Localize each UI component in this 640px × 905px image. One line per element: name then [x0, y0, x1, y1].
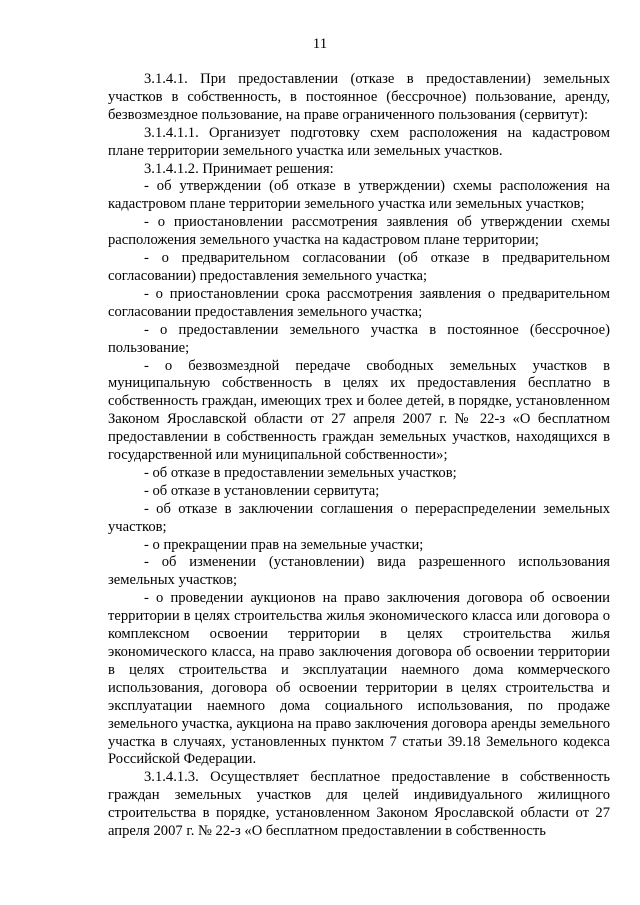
paragraph-3-1-4-1: 3.1.4.1. При предоставлении (отказе в предоставлении) земельных участков в собственность, в постоянное (бессрочное) пользование, аренду, безвозмездное пользование, на праве ограниченного пользования (сервитут): [108, 71, 610, 123]
document-body [108, 71, 610, 841]
paragraph-3-1-4-1-3: 3.1.4.1.3. Осуществляет бесплатное предоставление в собственность граждан земельных участков для целей индивидуального жилищного строительства в порядке, установленном Законом Ярославской области от 27 апреля 2007 г. № 22-з «О бесплатном предоставлении в собственность [108, 769, 610, 840]
list-item-suspension-review: - о приостановлении рассмотрения заявления об утверждении схемы расположения земельного участка на кадастровом плане территории; [108, 214, 610, 249]
list-item-auctions: - о проведении аукционов на право заключения договора об освоении территории в целях строительства жилья экономического класса или договора о комплексном освоении территории в целях строительства жилья экономического класса, на право заключения договора об освоении территории в целях строительства и эксплуатации наемного дома коммерческого использования, договора об освоении территории в целях строительства и эксплуатации наемного дома социального использования, по продаже земельного участка, аукциона на право заключения договора аренды земельного участка в случаях, установленных пунктом 7 статьи 39.18 Земельного кодекса Российской Федерации. [108, 590, 610, 768]
list-item-scheme-approval: - об утверждении (об отказе в утверждении) схемы расположения на кадастровом плане территории земельного участка или земельных участков; [108, 178, 610, 213]
paragraph-3-1-4-1-2: 3.1.4.1.2. Принимает решения: [144, 160, 334, 177]
list-item-permanent-use: - о предоставлении земельного участка в постоянное (бессрочное) пользование; [108, 321, 610, 356]
list-item-refusal-servitude: - об отказе в установлении сервитута; [144, 482, 380, 499]
list-item-termination-rights: - о прекращении прав на земельные участки; [144, 536, 424, 553]
list-item-refusal-provision: - об отказе в предоставлении земельных участков; [144, 464, 457, 481]
page-number: 11 [312, 36, 328, 52]
list-item-free-transfer: - о безвозмездной передаче свободных земельных участков в муниципальную собственность в целях их предоставления бесплатно в собственность граждан, имеющих трех и более детей, в порядке, установленном Законом Ярославской области от 27 апреля 2007 г. № 22-з «О бесплатном предоставлении в собственность граждан земельных участков, находящихся в государственной или муниципальной собственности»; [108, 357, 610, 464]
paragraph-3-1-4-1-1: 3.1.4.1.1. Организует подготовку схем расположения на кадастровом плане территории земельного участка или земельных участков. [108, 124, 610, 159]
list-item-suspension-term: - о приостановлении срока рассмотрения заявления о предварительном согласовании предоставления земельного участка; [108, 285, 610, 320]
list-item-change-use-type: - об изменении (установлении) вида разрешенного использования земельных участков; [108, 554, 610, 589]
list-item-preliminary-approval: - о предварительном согласовании (об отказе в предварительном согласовании) предоставления земельного участка; [108, 250, 610, 284]
list-item-refusal-redistribution: - об отказе в заключении соглашения о перераспределении земельных участков; [108, 500, 610, 535]
